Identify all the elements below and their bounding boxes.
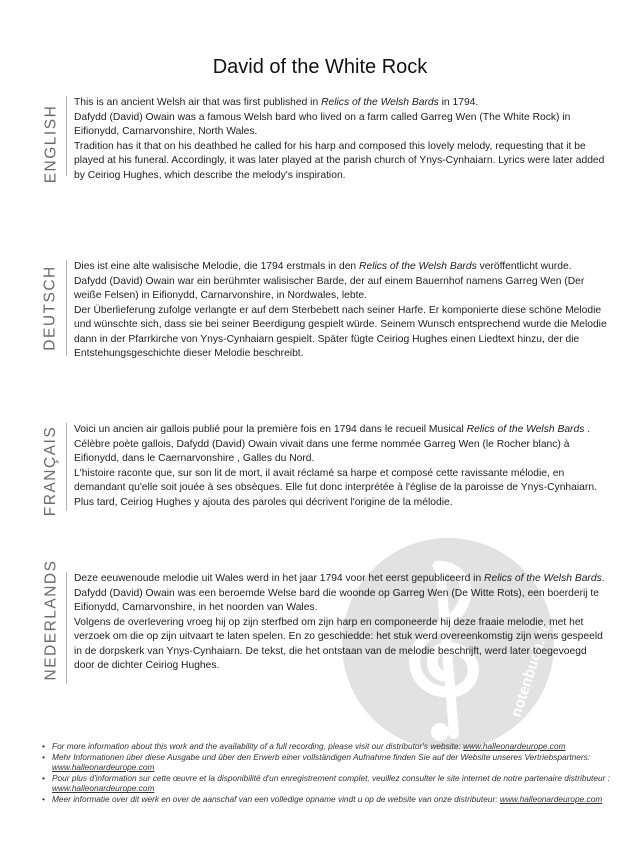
paragraph [74,587,610,616]
text-run: Voici un ancien air gallois publié pour la première fois en 1794 dans le recueil Musical [74,424,467,435]
text-run: Dafydd (David) Owain was een beroemde Welse bard die woonde op Garreg Wen (De Witte Rots), een boerderij te Eifionydd, Carnarvonshire, in het noorden van Wales. [74,587,600,613]
book-title: Relics of the Welsh Bards [359,261,477,272]
text-run: . [601,573,605,584]
text-run: . [584,424,591,435]
language-label: NEDERLANDS [42,559,60,681]
paragraph [74,140,610,184]
section-text [74,572,610,674]
svg-text:notenbuch.de: notenbuch.de [507,620,554,720]
text-run: Dafydd (David) Owain was a famous Welsh bard who lived on a farm called Garreg Wen (The White Rock) in Eifionydd, Carnarvonshire, North Wales. [74,111,571,137]
page-title: David of the White Rock [212,56,428,78]
paragraph [74,96,610,111]
language-label: ENGLISH [42,104,59,184]
footnote-francais: • Pour plus d'information sur cette œuvre et la disponibilité d'un enregistrement complet, veuillez consulter le site internet de notre partenaire distributeur : www.halleonardeurope.com [42,772,610,794]
language-label: DEUTSCH [42,265,60,351]
section-text [74,423,610,510]
paragraph [74,275,610,304]
footnotes [40,741,610,805]
footnote-english: • For more information about this work and the availability of a full recording, please visit our distributor's website: www.halleonardeurope.com [42,741,566,751]
text-run: veröffentlicht wurde. [476,261,572,272]
footnote-nederlands: • Meer informatie over dit werk en over de aanschaf van een volledige opname vindt u op de website van onze distributeur: www.halleonardeurope.com [42,793,603,804]
text-run: This is an ancient Welsh air that was first published in [74,97,322,108]
text-run: Der Überlieferung zufolge verlangte er auf dem Sterbebett nach seiner Harfe. Er komponierte diese schöne Melodie und wünschte sich, dass sie bei seiner Beerdigung gespielt würde. Seinem Wunsch entsprechend wurde die Melodie dann in der Pfarrkirche von Ynys-Cynhaiarn gespielt. Später fügte Ceiriog Hughes einen Liedtext hinzu, der die Entstehungsgeschichte dieser Melodie beschreibt. [74,304,607,359]
section-divider [66,572,67,684]
text-run: Dafydd (David) Owain war ein berühmter walisischer Barde, der auf einem Bauernhof namens Garreg Wen (Der weiße Felsen) in Eifionydd, Carnarvonshire, in Nordwales, lebte. [74,275,585,301]
distributor-link[interactable]: www.halleonardeurope.com [499,793,603,804]
paragraph [74,111,610,140]
paragraph [74,423,610,438]
book-title: Relics of the Welsh Bards [466,424,585,435]
section-text [74,96,610,183]
paragraph [74,438,610,467]
book-title: Relics of the Welsh Bards [321,97,439,108]
text-run: L'histoire raconte que, sur son lit de mort, il avait réclamé sa harpe et composé cette ravissante mélodie, en demandant qu'elle soit jouée à ses obsèques. Elle fut donc interprétée à l'église de la paroisse de Ynys-Cynhaiarn. Plus tard, Ceiriog Hughes y ajouta des paroles qui décrivent l'origine de la mélodie. [74,467,597,508]
book-title: Relics of the Welsh Bards [484,573,602,584]
section-divider [66,423,67,511]
paragraph [74,572,610,587]
paragraph [74,616,610,674]
text-run: in 1794. [438,97,479,108]
text-run: Dies ist eine alte walisische Melodie, die 1794 erstmals in den [74,261,360,272]
text-run: Deze eeuwenoude melodie uit Wales werd in het jaar 1794 voor het eerst gepubliceerd in [74,573,485,584]
paragraph [74,467,610,511]
distributor-link[interactable]: www.halleonardeurope.com [52,762,155,773]
text-run: Célèbre poète gallois, Dafydd (David) Owain vivait dans une ferme nommée Garreg Wen (le Rocher blanc) à Eifionydd, dans le Caernarvonshire , Galles du Nord. [74,438,570,464]
section-text [74,260,610,362]
language-label: FRANÇAIS [42,425,59,517]
text-run: Tradition has it that on his deathbed he called for his harp and composed this lovely melody, requesting that it be played at his funeral. Accordingly, it was later played at the parish church of Ynys-Cynhaiarn. Lyrics were later added by Ceiriog Hughes, which describe the melody's inspiration. [74,140,605,181]
text-run: Volgens de overlevering vroeg hij op zijn sterfbed om zijn harp en componeerde hij deze fraaie melodie, met het verzoek om die op zijn uitvaart te laten spelen. En zo geschiedde: het stuk werd overeenkomstig zijn wens gespeeld in de dorpskerk van Ynys-Cynhaiarn. De tekst, die het ontstaan van de melodie beschrijft, werd later toegevoegd door de dichter Ceiriog Hughes. [74,616,603,671]
section-divider [66,260,67,356]
distributor-link[interactable]: www.halleonardeurope.com [463,741,566,751]
footnote-deutsch: • Mehr Informationen über diese Ausgabe und über den Erwerb einer vollständigen Aufnahme finden Sie auf der Website unseres Vertriebspartners: www.halleonardeurope.com [42,751,591,773]
paragraph [74,304,610,362]
distributor-link[interactable]: www.halleonardeurope.com [52,783,155,794]
paragraph [74,260,610,275]
section-divider [66,96,67,176]
